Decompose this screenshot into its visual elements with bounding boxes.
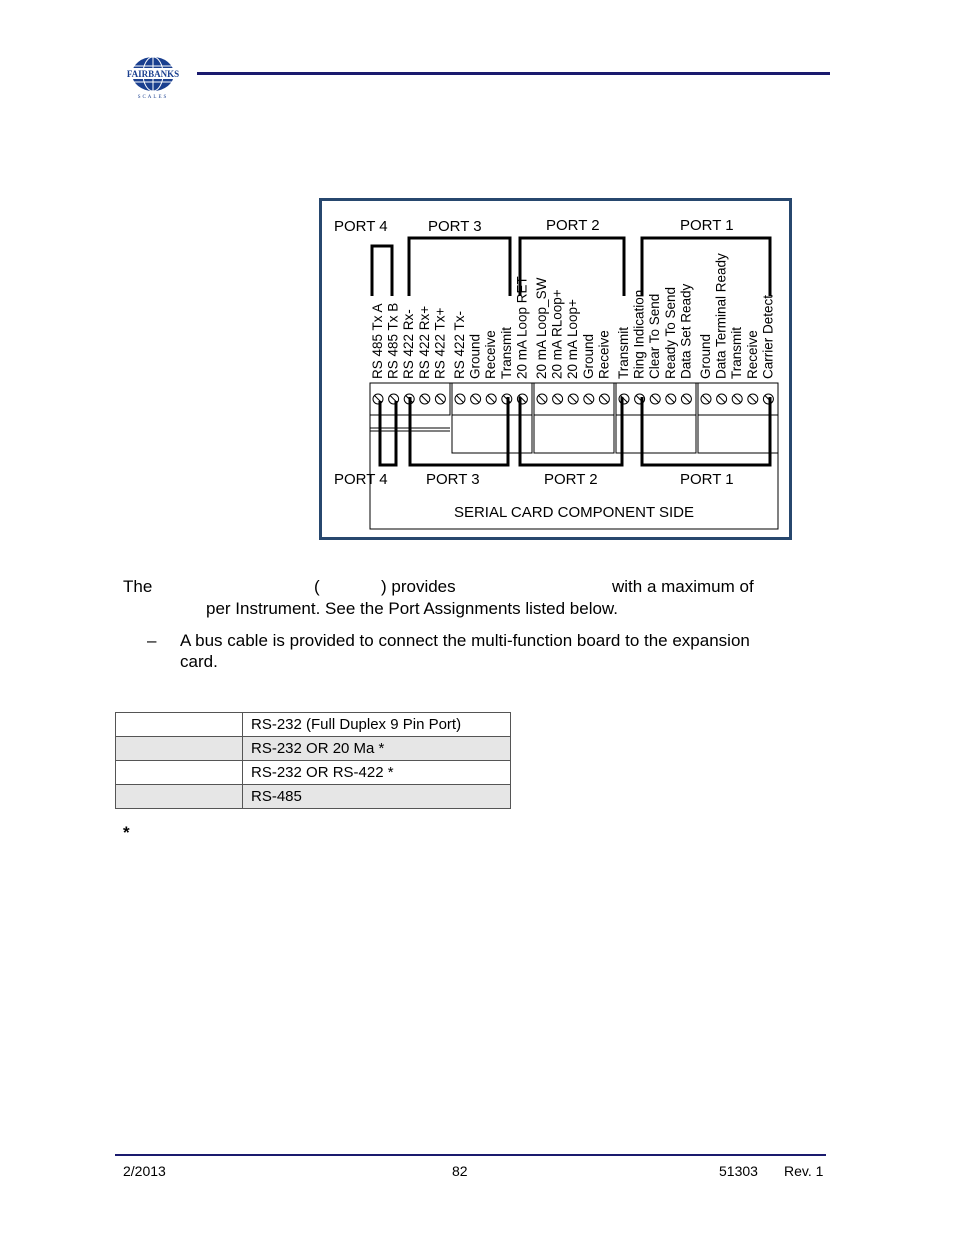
pin-label: Ground [580, 333, 596, 379]
port-cell [116, 713, 243, 737]
port-cell [116, 761, 243, 785]
top-port-2-label: PORT 2 [546, 217, 600, 234]
pin-label: RS 485 Tx B [385, 302, 401, 379]
bullet-line2: card. [180, 652, 218, 671]
pin-label: Data Set Ready [678, 283, 694, 379]
table-row [116, 737, 511, 761]
serial-card-diagram [322, 201, 789, 537]
top-port-4-label: PORT 4 [334, 218, 388, 235]
header-rule [197, 72, 830, 75]
footer-page-number: 82 [452, 1163, 468, 1179]
type-cell: RS-232 OR 20 Ma * [243, 737, 511, 761]
pin-label: 20 mA RLoop+ [549, 289, 565, 379]
bottom-port-4-label: PORT 4 [334, 471, 388, 488]
pin-label: Ground [698, 333, 713, 379]
type-cell: RS-232 (Full Duplex 9 Pin Port) [243, 713, 511, 737]
fairbanks-logo [122, 54, 184, 100]
top-port-3-label: PORT 3 [428, 218, 482, 235]
para-the: The [123, 577, 153, 596]
pin-label: Ready To Send [662, 286, 678, 379]
pin-label: Data Terminal Ready [713, 253, 729, 379]
table-row [116, 713, 511, 737]
para-paren-open: ( [314, 577, 320, 596]
port-assignment-table [115, 712, 511, 809]
pin-label: RS 422 Rx+ [416, 305, 432, 379]
pin-label: Transmit [498, 326, 514, 379]
component-side-label: SERIAL CARD COMPONENT SIDE [453, 504, 695, 521]
footer-revision: Rev. 1 [784, 1163, 824, 1179]
bottom-port-2-label: PORT 2 [544, 471, 598, 488]
pin-label: 20 mA Loop RET [514, 276, 530, 379]
pin-label: Transmit [729, 326, 745, 379]
pin-label: RS 422 Tx- [452, 310, 467, 379]
logo-subtext: SCALES [137, 95, 169, 100]
port-cell [116, 785, 243, 809]
logo-text: FAIRBANKS [126, 69, 180, 79]
top-port-1-label: PORT 1 [680, 217, 734, 234]
footer-doc-number: 51303 [719, 1163, 758, 1179]
footer-rule [115, 1154, 826, 1156]
pin-label: 20 mA Loop_SW [534, 277, 549, 379]
type-cell: RS-232 OR RS-422 * [243, 761, 511, 785]
pin-label: Receive [744, 330, 760, 379]
pin-label: Transmit [616, 326, 631, 379]
pin-label: Carrier Detect [760, 294, 776, 379]
type-cell: RS-485 [243, 785, 511, 809]
table-footnote: * [123, 823, 130, 842]
pin-label: Receive [483, 330, 499, 379]
bottom-port-3-label: PORT 3 [426, 471, 480, 488]
pin-label: RS 485 Tx A [370, 303, 385, 379]
para-provides: ) provides [381, 577, 456, 596]
table-row [116, 761, 511, 785]
pin-label: Clear To Send [647, 293, 663, 379]
bullet-dash: – [147, 631, 157, 650]
bottom-port-1-label: PORT 1 [680, 471, 734, 488]
bullet-line1: A bus cable is provided to connect the multi-function board to the expansion [180, 631, 750, 650]
footer-date: 2/2013 [123, 1163, 166, 1179]
pin-label: RS 422 Tx+ [432, 307, 448, 379]
pin-label: Receive [596, 330, 612, 379]
pin-label: RS 422 Rx- [401, 309, 417, 379]
pin-label: Ring Indication [631, 289, 647, 379]
table-row [116, 785, 511, 809]
para-max: with a maximum of [612, 577, 754, 596]
pin-label: Ground [467, 333, 483, 379]
port-cell [116, 737, 243, 761]
pin-label: 20 mA Loop+ [565, 299, 581, 379]
para-line2: per Instrument. See the Port Assignments listed below. [206, 599, 618, 618]
